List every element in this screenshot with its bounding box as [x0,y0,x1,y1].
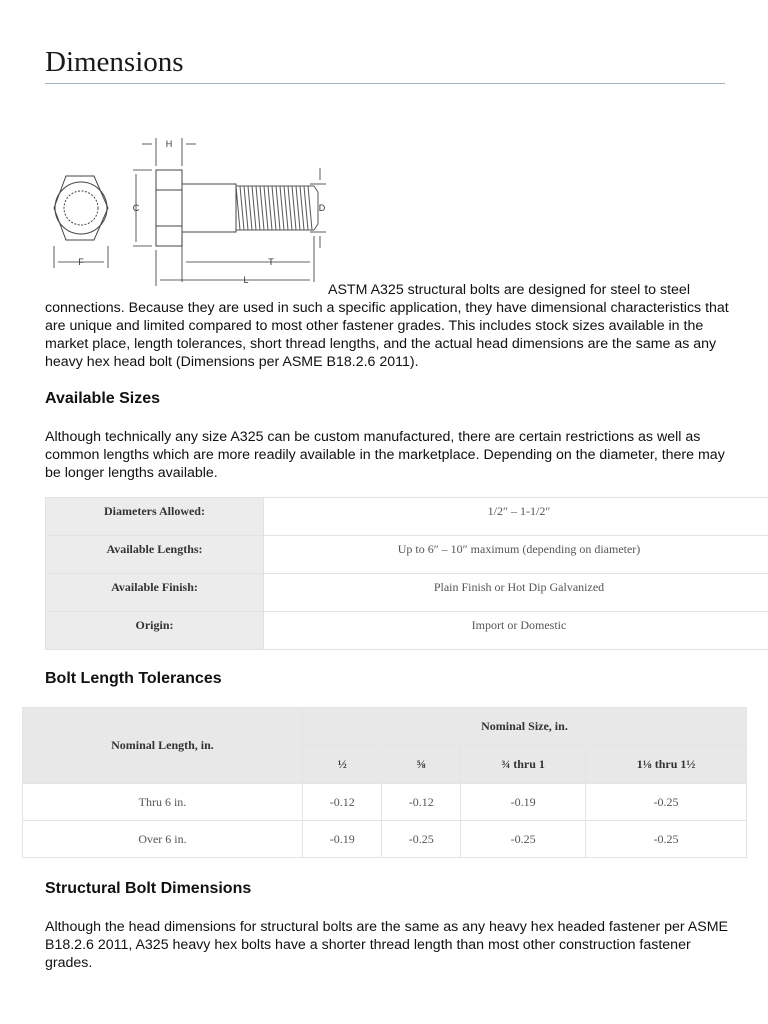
sizes-table-row [46,498,768,536]
size-column-header: ½ [302,746,382,784]
sizes-row-value [264,574,768,612]
tolerance-value: -0.25 [586,821,747,858]
dim-label-l: L [243,275,249,285]
dim-label-c: C [132,203,140,213]
dim-label-h: H [165,139,173,149]
washer-face [55,182,107,234]
tolerance-value: -0.19 [461,784,586,821]
bolt-shank [182,184,236,232]
size-column-header: ⅝ [382,746,461,784]
bolt-head-side [156,170,182,246]
size-column-header: 1⅛ thru 1½ [586,746,747,784]
size-column-header: ¾ thru 1 [461,746,586,784]
bolt-threads [236,186,318,230]
dim-label-f: F [78,257,84,267]
tolerances-table [22,707,747,858]
sizes-table-row [46,574,768,612]
col-nominal-length: Nominal Length, in. [23,708,303,784]
structural-text: Although the head dimensions for structural bolts are the same as any heavy hex headed fastener per ASME B18.2.6 2011, A325 heavy hex bolts have a shorter thread length than most other construction fastener grades. [45,919,728,971]
page-title: Dimensions [45,46,184,78]
tolerance-row [23,784,747,821]
available-sizes-heading: Available Sizes [45,390,161,407]
title-divider [45,83,725,84]
sizes-row-label-text: Available Finish: [111,580,198,594]
sizes-row-label [46,536,264,574]
available-sizes-text: Although technically any size A325 can be custom manufactured, there are certain restrictions as well as common lengths which are more readily available in the marketplace. Depending on the diameter, there may be longer lengths available. [45,429,725,481]
tolerance-value: -0.12 [302,784,382,821]
structural-heading: Structural Bolt Dimensions [45,880,252,897]
sizes-table-row [46,536,768,574]
sizes-row-label-text: Available Lengths: [106,542,203,556]
tolerance-length: Over 6 in. [23,821,303,858]
sizes-row-label [46,612,264,650]
dim-label-d: D [318,203,326,213]
sizes-row-value-text: Up to 6″ – 10″ maximum (depending on diameter) [397,542,641,556]
intro-lead: ASTM A325 structural bolts are designed for steel to steel [328,282,690,298]
tolerances-heading: Bolt Length Tolerances [45,670,222,687]
sizes-row-label [46,574,264,612]
tolerance-value: -0.25 [586,784,747,821]
sizes-row-label [46,498,264,536]
bolt-dimension-diagram [46,118,336,288]
tolerance-row [23,821,747,858]
sizes-row-label-text: Diameters Allowed: [104,504,205,518]
intro-paragraph [45,281,735,371]
intro-body: connections. Because they are used in such a specific application, they have dimensional characteristics that are unique and limited compared to most other fastener grades. This includes stock sizes available in the market place, length tolerances, short thread lengths, and the actual head dimensions are the same as any heavy hex head bolt (Dimensions per ASME B18.2.6 2011). [45,300,729,370]
sizes-row-value-text: Import or Domestic [471,618,567,632]
sizes-row-label-text: Origin: [135,618,174,632]
sizes-row-value [264,612,768,650]
sizes-row-value-text: 1/2″ – 1-1/2″ [487,504,551,518]
hex-end-view [54,176,108,240]
sizes-row-value [264,536,768,574]
col-nominal-size: Nominal Size, in. [302,708,746,746]
tolerance-value: -0.25 [461,821,586,858]
available-sizes-table [45,497,768,650]
dim-label-t: T [268,257,274,267]
sizes-row-value-text: Plain Finish or Hot Dip Galvanized [433,580,605,594]
tolerance-value: -0.12 [382,784,461,821]
shank-circle [64,191,98,225]
tolerance-value: -0.19 [302,821,382,858]
tolerance-value: -0.25 [382,821,461,858]
sizes-table-row [46,612,768,650]
tolerance-length: Thru 6 in. [23,784,303,821]
sizes-row-value [264,498,768,536]
